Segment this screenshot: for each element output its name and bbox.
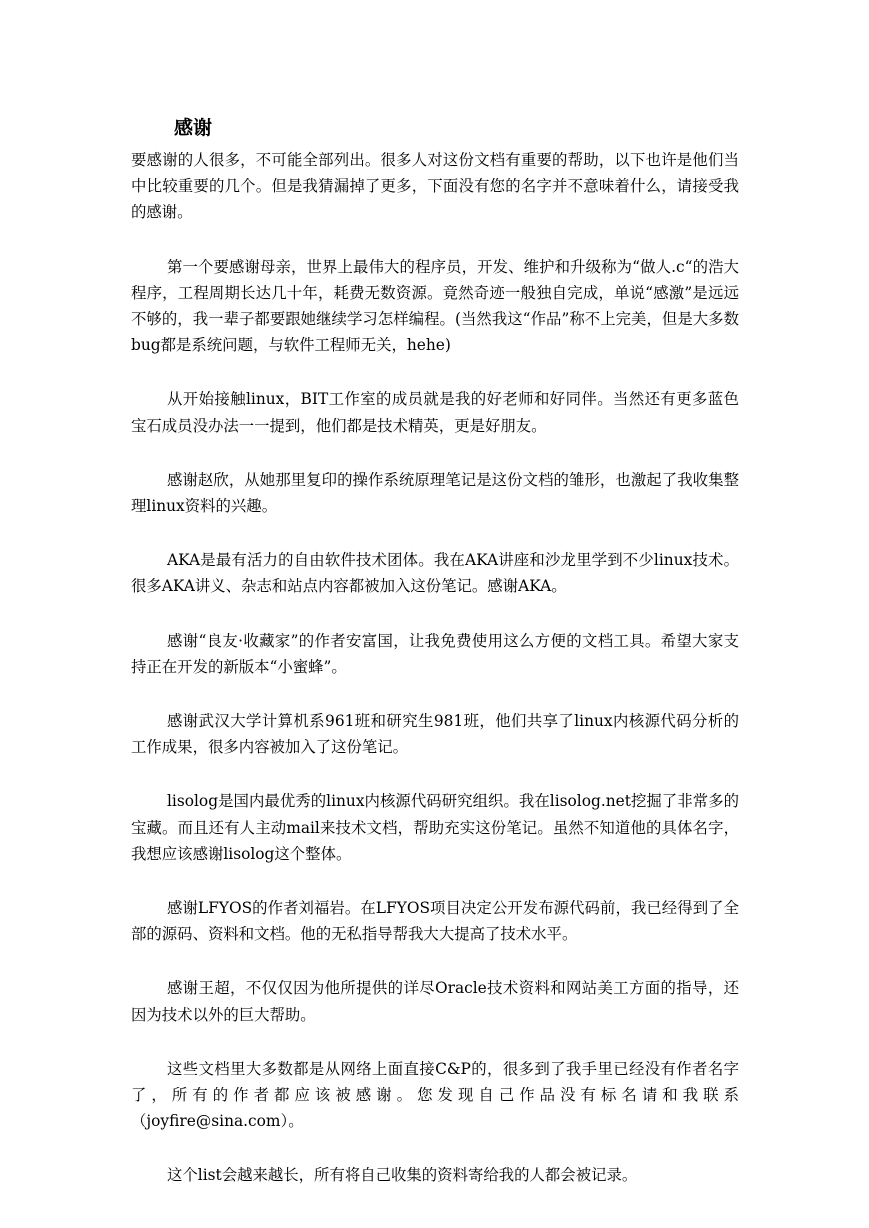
- paragraph-aka: AKA是最有活力的自由软件技术团体。我在AKA讲座和沙龙里学到不少linux技术。很多AKA讲义、杂志和站点内容都被加入这份笔记。感谢AKA。: [131, 551, 739, 596]
- paragraph-wang-chao: 感谢王超，不仅仅因为他所提供的详尽Oracle技术资料和网站美工方面的指导，还因为技术以外的巨大帮助。: [131, 979, 739, 1024]
- paragraph-lisolog: lisolog是国内最优秀的linux内核源代码研究组织。我在lisolog.net挖掘了非常多的宝藏。而且还有人主动mail来技术文档，帮助充实这份笔记。虽然不知道他的具体名字，我想应该感谢lisolog这个整体。: [131, 792, 739, 863]
- paragraph-authors: 这些文档里大多数都是从网络上面直接C&P的，很多到了我手里已经没有作者名字了，所有的作者都应该被感谢。您发现自己作品没有标名请和我联系（joyfire@sina.com）。: [131, 1059, 739, 1131]
- paragraph-intro: 要感谢的人很多，不可能全部列出。很多人对这份文档有重要的帮助，以下也许是他们当中比较重要的几个。但是我猜漏掉了更多，下面没有您的名字并不意味着什么，请接受我的感谢。: [131, 151, 739, 222]
- paragraph-liangyou: 感谢“良友·收藏家”的作者安富国，让我免费使用这么方便的文档工具。希望大家支持正在开发的新版本“小蜜蜂”。: [131, 631, 739, 676]
- paragraph-list: 这个list会越来越长，所有将自己收集的资料寄给我的人都会被记录。: [167, 1166, 638, 1185]
- paragraph-zhao-xin: 感谢赵欣，从她那里复印的操作系统原理笔记是这份文档的雏形，也激起了我收集整理linux资料的兴趣。: [131, 470, 739, 516]
- paragraph-bit-studio: 从开始接触linux，BIT工作室的成员就是我的好老师和好同伴。当然还有更多蓝色宝石成员没办法一一提到，他们都是技术精英，更是好朋友。: [131, 390, 739, 435]
- page-title: 感谢: [174, 117, 213, 139]
- paragraph-lfyos: 感谢LFYOS的作者刘福岩。在LFYOS项目决定公开发布源代码前，我已经得到了全部的源码、资料和文档。他的无私指导帮我大大提高了技术水平。: [131, 899, 739, 944]
- document-body: [131, 147, 739, 1217]
- paragraph-whu: 感谢武汉大学计算机系961班和研究生981班，他们共享了linux内核源代码分析的工作成果，很多内容被加入了这份笔记。: [131, 712, 739, 757]
- paragraph-mother: 第一个要感谢母亲，世界上最伟大的程序员，开发、维护和升级称为“做人.c“的浩大程序，工程周期长达几十年，耗费无数资源。竟然奇迹一般独自完成，单说“感激”是远远不够的，我一辈子都要跟她继续学习怎样编程。(当然我这“作品”称不上完美，但是大多数bug都是系统问题，与软件工程师无关，hehe): [131, 257, 739, 355]
